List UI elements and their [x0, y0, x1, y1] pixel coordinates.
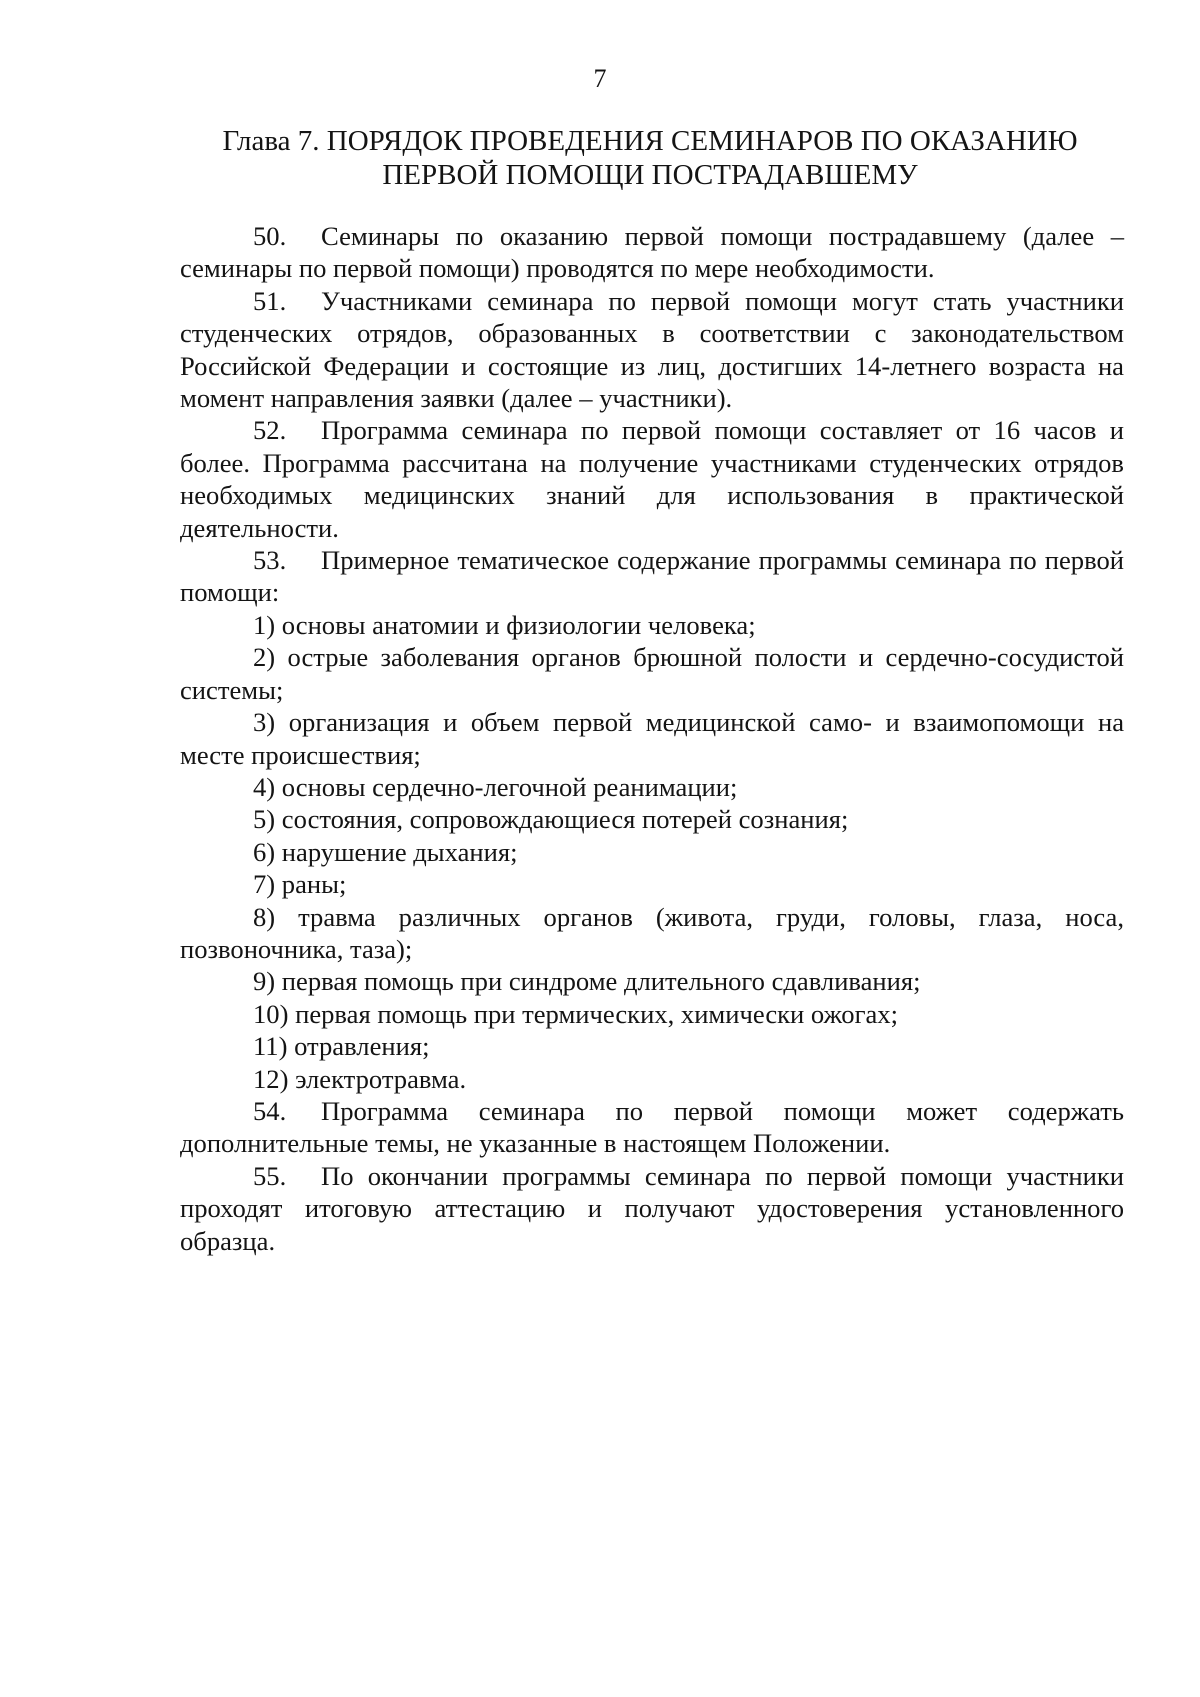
list-item: 11) отравления; [253, 1031, 430, 1062]
list-item: 3) организация и объем первой медицинской само- и взаимопомощи на месте происшествия; [180, 707, 1124, 770]
list-item: 4) основы сердечно-легочной реанимации; [253, 771, 738, 802]
paragraph-text: Участниками семинара по первой помощи могут стать участники студенческих отрядов, образованных в соответствии с законодательством Российской Федерации и состоящие из лиц, достигших 14-летнего возраста на момент направления заявки (далее – участники). [180, 285, 1124, 414]
paragraph-text: По окончании программы семинара по первой помощи участники проходят итоговую аттестацию и получают удостоверения установленного образца. [180, 1160, 1124, 1256]
paragraph-number: 50. [253, 221, 287, 251]
paragraph-54 [180, 1095, 1124, 1160]
page-number: 7 [593, 64, 607, 93]
document-body [180, 220, 1124, 1257]
paragraph-53 [180, 544, 1124, 609]
paragraph-text: Примерное тематическое содержание программы семинара по первой помощи: [180, 545, 1124, 608]
list-item: 7) раны; [253, 869, 347, 900]
paragraph-number: 55. [253, 1160, 287, 1191]
paragraph-number: 53. [253, 545, 287, 576]
list-item: 8) травма различных органов (живота, груди, головы, глаза, носа, позвоночника, таза); [180, 901, 1124, 964]
paragraph-51 [180, 285, 1124, 415]
paragraph-text: Семинары по оказанию первой помощи пострадавшему (далее – семинары по первой помощи) проводятся по мере необходимости. [180, 221, 1124, 284]
paragraph-number: 51. [253, 285, 287, 316]
paragraph-text: Программа семинара по первой помощи составляет от 16 часов и более. Программа рассчитана на получение участниками студенческих отрядов необходимых медицинских знаний для использования в практической деятельности. [180, 415, 1124, 543]
paragraph-text: Программа семинара по первой помощи может содержать дополнительные темы, не указанные в настоящем Положении. [180, 1095, 1124, 1159]
chapter-title [180, 124, 1120, 192]
paragraph-number: 54. [253, 1095, 287, 1126]
list-item: 9) первая помощь при синдроме длительного сдавливания; [253, 966, 921, 997]
paragraph-55 [180, 1160, 1124, 1257]
paragraph-number: 52. [253, 415, 287, 446]
paragraph-52 [180, 414, 1124, 544]
list-item: 2) острые заболевания органов брюшной полости и сердечно-сосудистой системы; [180, 642, 1124, 705]
chapter-title-line-1: Глава 7. ПОРЯДОК ПРОВЕДЕНИЯ СЕМИНАРОВ ПО ОКАЗАНИЮ [222, 125, 1078, 157]
chapter-title-line-2: ПЕРВОЙ ПОМОЩИ ПОСТРАДАВШЕМУ [382, 159, 918, 191]
paragraph-50 [180, 220, 1124, 285]
list-item: 10) первая помощь при термических, химически ожогах; [253, 998, 898, 1029]
list-item: 5) состояния, сопровождающиеся потерей сознания; [253, 804, 849, 835]
list-item: 12) электротравма. [253, 1063, 467, 1094]
list-item: 1) основы анатомии и физиологии человека; [253, 609, 756, 640]
list-item: 6) нарушение дыхания; [253, 836, 518, 867]
